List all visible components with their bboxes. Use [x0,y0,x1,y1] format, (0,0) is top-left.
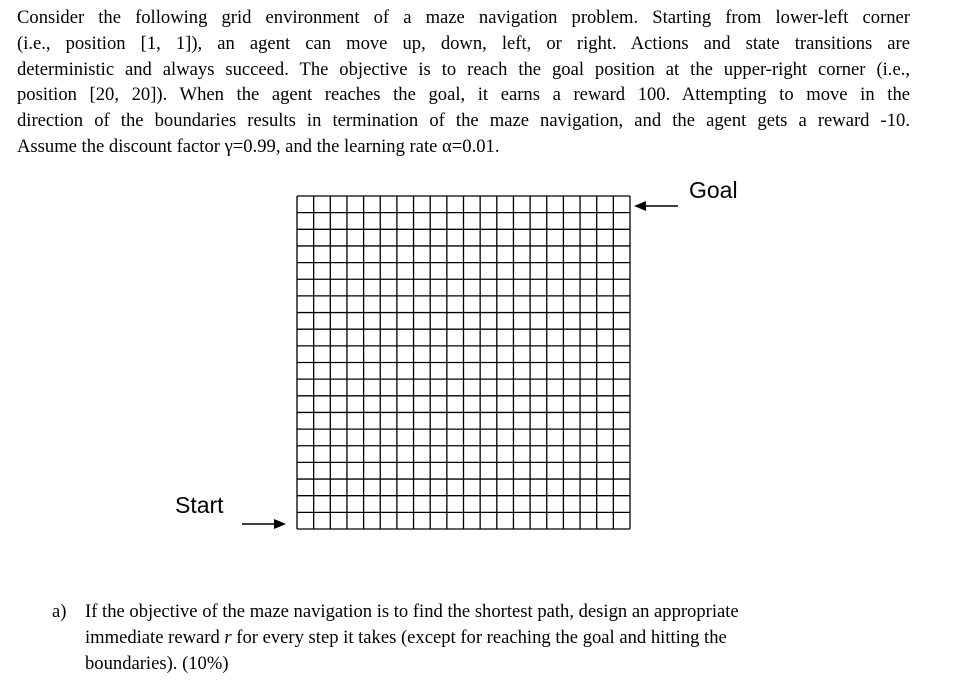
problem-line-2: (i.e., position [1, 1]), an agent can move up, down, left, or right. Actions and state transitions are [17,32,910,54]
problem-line-4: position [20, 20]). When the agent reaches the goal, it earns a reward 100. Attempting to move in the [17,84,910,106]
problem-line-6: Assume the discount factor γ=0.99, and the learning rate α=0.01. [17,135,500,157]
problem-line-1: Consider the following grid environment of a maze navigation problem. Starting from lower-left corner [17,7,910,28]
problem-statement [17,5,910,160]
problem-line-3: deterministic and always succeed. The objective is to reach the goal position at the upper-right corner (i.e., [17,58,910,80]
question-line-1: If the objective of the maze navigation is to find the shortest path, design an appropriate [85,601,739,622]
maze-grid [296,195,631,530]
question-text [85,599,830,677]
reward-variable: r [224,627,232,648]
question-line-3: boundaries). (10%) [85,653,229,674]
goal-label: Goal [689,177,738,203]
maze-grid-lines [296,195,631,530]
goal-arrow-icon [632,199,682,213]
start-arrow-icon [240,517,290,531]
question-marker: a) [52,601,67,622]
start-label: Start [175,492,224,518]
question-line-2: immediate reward r for every step it takes (except for reaching the goal and hitting the [85,627,727,648]
problem-line-5: direction of the boundaries results in termination of the maze navigation, and the agent gets a reward -10. [17,110,910,132]
